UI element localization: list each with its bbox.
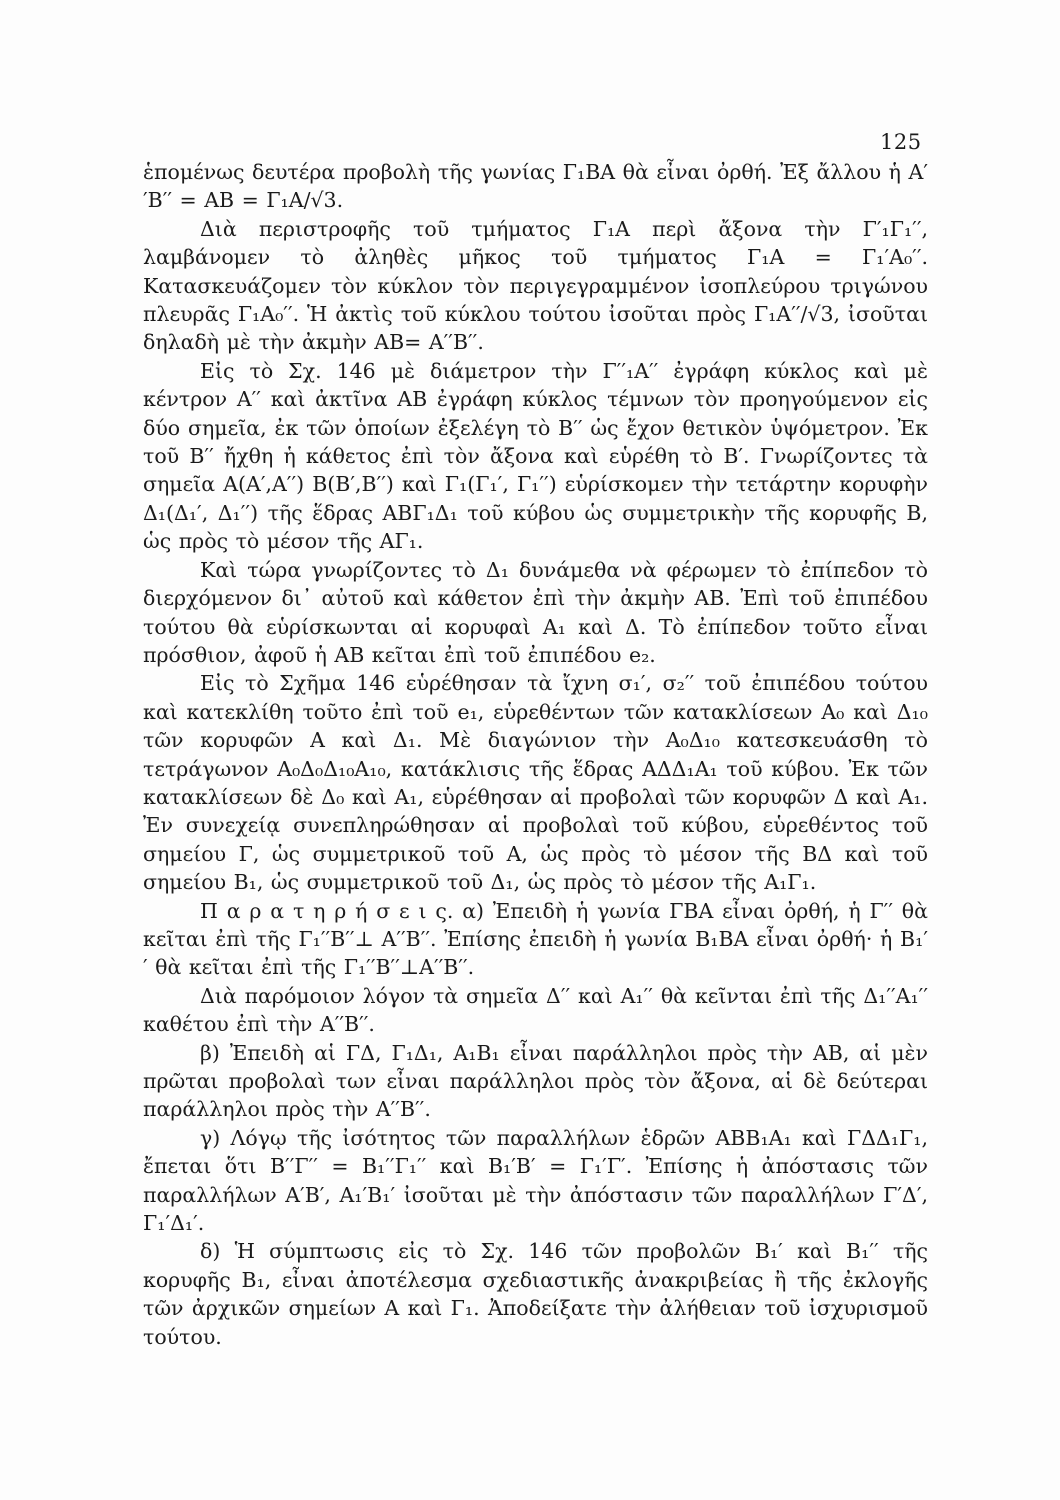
paragraph-plane: Καὶ τώρα γνωρίζοντες τὸ Δ₁ δυνάμεθα νὰ φέρωμεν τὸ ἐπίπεδον τὸ διερχόμενον δι᾿ αὐτοῦ καὶ κάθετον ἐπὶ τὴν ἀκμὴν ΑΒ. Ἐπὶ τοῦ ἐπιπέδου τούτου θὰ εὑρίσκωνται αἱ κορυφαὶ Α₁ καὶ Δ. Τὸ ἐπίπεδον τοῦτο εἶναι πρόσθιον, ἀφοῦ ἡ ΑΒ κεῖται ἐπὶ τοῦ ἐπιπέδου e₂. bbox=[143, 557, 928, 667]
body-text bbox=[143, 158, 928, 1351]
page-number: 125 bbox=[880, 130, 922, 154]
paragraph-figure-146: Εἰς τὸ Σχ. 146 μὲ διάμετρον τὴν Γ′′₁Α′′ ἐγράφη κύκλος καὶ μὲ κέντρον Α′′ καὶ ἀκτῖνα AB ἐγράφη κύκλος τέμνων τὸν προηγούμενον εἰς δύο σημεῖα, ἐκ τῶν ὁποίων ἐξελέγη τὸ Β′′ ὡς ἔχον θετικὸν ὑψόμετρον. Ἐκ τοῦ Β′′ ἤχθη ἡ κάθετος ἐπὶ τὸν ἄξονα καὶ εὑρέθη τὸ Β′. Γνωρίζοντες τὰ σημεῖα Α(Α′,Α′′) Β(Β′,Β′′) καὶ Γ₁(Γ₁′, Γ₁′′) εὑρίσκομεν τὴν τετάρτην κορυφὴν Δ₁(Δ₁′, Δ₁′′) τῆς ἕδρας ΑΒΓ₁Δ₁ τοῦ κύβου ὡς συμμετρικὴν τῆς κορυφῆς Β, ὡς πρὸς τὸ μέσον τῆς ΑΓ₁. bbox=[143, 358, 928, 554]
paragraph-rotation: Διὰ περιστροφῆς τοῦ τμήματος Γ₁Α περὶ ἄξονα τὴν Γ′₁Γ₁′′, λαμβάνομεν τὸ ἀληθὲς μῆκος τοῦ τμήματος Γ₁Α = Γ₁′Α₀′′. Κατασκευάζομεν τὸν κύκλον τὸν περιγεγραμμένον ἰσοπλεύρου τριγώνου πλευρᾶς Γ₁Α₀′′. Ἡ ἀκτὶς τοῦ κύκλου τούτου ἰσοῦται πρὸς Γ₁Α′′/√3, ἰσοῦται δηλαδὴ μὲ τὴν ἀκμὴν AB= A′′B′′. bbox=[143, 216, 928, 355]
paragraph-continuation: ἑπομένως δευτέρα προβολὴ τῆς γωνίας Γ₁ΒΑ θὰ εἶναι ὀρθή. Ἐξ ἄλλου ἡ A′′B′′ = AB = Γ₁Α/√3. bbox=[143, 160, 928, 213]
paragraph-remarks-c: γ) Λόγῳ τῆς ἰσότητος τῶν παραλλήλων ἑδρῶν ΑΒΒ₁Α₁ καὶ ΓΔΔ₁Γ₁, ἔπεται ὅτι Β′′Γ′′ = Β₁′′Γ₁′′ καὶ Β₁′Β′ = Γ₁′Γ′. Ἐπίσης ἡ ἀπόστασις τῶν παραλλήλων Α′Β′, Α₁′Β₁′ ἰσοῦται μὲ τὴν ἀπόστασιν τῶν παραλλήλων Γ′Δ′, Γ₁′Δ₁′. bbox=[143, 1125, 928, 1236]
paragraph-remarks-d: δ) Ἡ σύμπτωσις εἰς τὸ Σχ. 146 τῶν προβολῶν Β₁′ καὶ Β₁′′ τῆς κορυφῆς Β₁, εἶναι ἀποτέλεσμα σχεδιαστικῆς ἀνακριβείας ἢ τῆς ἐκλογῆς τῶν ἀρχικῶν σημείων Α καὶ Γ₁. Ἀποδείξατε τὴν ἀλήθειαν τοῦ ἰσχυρισμοῦ τούτου. bbox=[143, 1239, 928, 1349]
paragraph-remarks-b: β) Ἐπειδὴ αἱ ΓΔ, Γ₁Δ₁, Α₁Β₁ εἶναι παράλληλοι πρὸς τὴν ΑΒ, αἱ μὲν πρῶται προβολαὶ των εἶναι παράλληλοι πρὸς τὸν ἄξονα, αἱ δὲ δεύτεραι παράλληλοι πρὸς τὴν Α′′Β′′. bbox=[143, 1040, 928, 1122]
paragraph-remarks-a: Π α ρ α τ η ρ ή σ ε ι ς. α) Ἐπειδὴ ἡ γωνία ΓΒΑ εἶναι ὀρθή, ἡ Γ′′ θὰ κεῖται ἐπὶ τῆς Γ₁′′Β′′⊥ Α′′Β′′. Ἐπίσης ἐπειδὴ ἡ γωνία Β₁ΒΑ εἶναι ὀρθή· ἡ Β₁′′ θὰ κεῖται ἐπὶ τῆς Γ₁′′Β′′⊥Α′′Β′′. bbox=[143, 898, 928, 980]
paragraph-similar-reason: Διὰ παρόμοιον λόγον τὰ σημεῖα Δ′′ καὶ Α₁′′ θὰ κεῖνται ἐπὶ τῆς Δ₁′′Α₁′′ καθέτου ἐπὶ τὴν Α′′Β′′. bbox=[143, 983, 928, 1037]
paragraph-traces: Εἰς τὸ Σχῆμα 146 εὑρέθησαν τὰ ἴχνη σ₁′, σ₂′′ τοῦ ἐπιπέδου τούτου καὶ κατεκλίθη τοῦτο ἐπὶ τοῦ e₁, εὑρεθέντων τῶν κατακλίσεων Α₀ καὶ Δ₁₀ τῶν κορυφῶν Α καὶ Δ₁. Μὲ διαγώνιον τὴν Α₀Δ₁₀ κατεσκευάσθη τὸ τετράγωνον Α₀Δ₀Δ₁₀Α₁₀, κατάκλισις τῆς ἕδρας ΑΔΔ₁Α₁ τοῦ κύβου. Ἐκ τῶν κατακλίσεων δὲ Δ₀ καὶ Α₁, εὑρέθησαν αἱ προβολαὶ τῶν κορυφῶν Δ καὶ Α₁. Ἐν συνεχείᾳ συνεπληρώθησαν αἱ προβολαὶ τοῦ κύβου, εὑρεθέντος τοῦ σημείου Γ, ὡς συμμετρικοῦ τοῦ Α, ὡς πρὸς τὸ μέσον τῆς ΒΔ καὶ τοῦ σημείου Β₁, ὡς συμμετρικοῦ τοῦ Δ₁, ὡς πρὸς τὸ μέσον τῆς Α₁Γ₁. bbox=[143, 671, 928, 895]
